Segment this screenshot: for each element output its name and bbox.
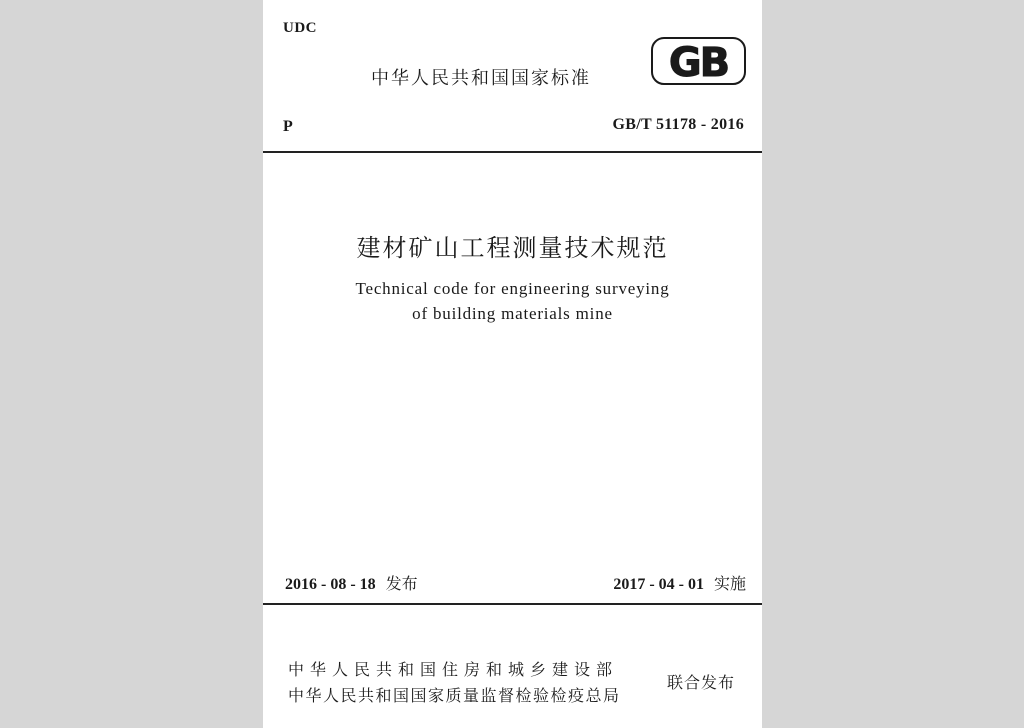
title-chinese: 建材矿山工程测量技术规范 bbox=[356, 234, 669, 262]
bottom-divider bbox=[263, 603, 762, 605]
implement-date: 2017 - 04 - 01 bbox=[613, 576, 704, 593]
title-english-line2: of building materials mine bbox=[412, 304, 613, 323]
category-code: P bbox=[283, 118, 293, 135]
implement-label: 实施 bbox=[713, 574, 746, 593]
top-divider bbox=[263, 151, 762, 153]
gb-logo-text: GB bbox=[668, 40, 729, 85]
publisher-line1: 中华人民共和国住房和城乡建设部 bbox=[288, 660, 619, 679]
document-page bbox=[263, 0, 762, 728]
udc-label: UDC bbox=[283, 20, 317, 36]
issue-date: 2016 - 08 - 18 bbox=[285, 576, 376, 593]
national-standard-name: 中华人民共和国国家标准 bbox=[371, 68, 591, 89]
issue-label: 发布 bbox=[385, 574, 418, 593]
joint-publish-label: 联合发布 bbox=[667, 673, 736, 692]
implement-date-block bbox=[613, 571, 746, 594]
standard-number: GB/T 51178 - 2016 bbox=[612, 116, 744, 133]
publisher-line2: 中华人民共和国国家质量监督检验检疫总局 bbox=[288, 686, 621, 705]
gb-logo-icon bbox=[651, 37, 746, 85]
issue-date-block bbox=[285, 571, 418, 594]
title-english-line1: Technical code for engineering surveying bbox=[355, 279, 670, 298]
